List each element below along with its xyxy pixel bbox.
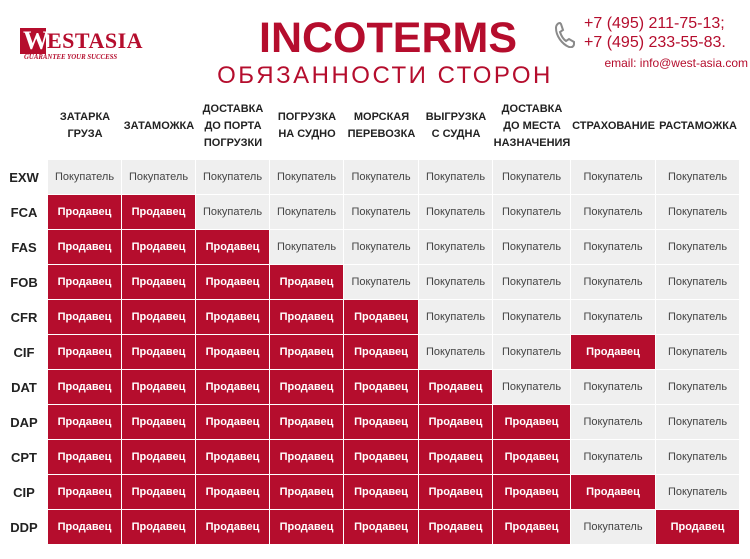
seller-cell: Продавец — [344, 510, 419, 545]
seller-cell: Продавец — [48, 405, 122, 440]
seller-cell: Продавец — [571, 335, 656, 370]
buyer-cell: Покупатель — [493, 195, 571, 230]
buyer-cell: Покупатель — [656, 265, 740, 300]
seller-cell: Продавец — [196, 300, 270, 335]
buyer-cell: Покупатель — [571, 160, 656, 195]
westasia-logo[interactable] — [20, 26, 152, 60]
seller-cell: Продавец — [122, 230, 196, 265]
term-label-cfr: CFR — [10, 310, 38, 325]
logo-tagline: GUARANTEE YOUR SUCCESS — [24, 54, 118, 61]
seller-cell: Продавец — [344, 405, 419, 440]
seller-cell: Продавец — [344, 475, 419, 510]
buyer-cell: Покупатель — [493, 300, 571, 335]
seller-cell: Продавец — [196, 230, 270, 265]
buyer-cell: Покупатель — [419, 160, 493, 195]
seller-cell: Продавец — [493, 405, 571, 440]
column-header: ВЫГРУЗКА С СУДНА — [425, 111, 487, 140]
seller-cell: Продавец — [344, 335, 419, 370]
buyer-cell: Покупатель — [571, 195, 656, 230]
seller-cell: Продавец — [419, 510, 493, 545]
logo-text: ESTASIA — [47, 28, 144, 53]
buyer-cell: Покупатель — [419, 195, 493, 230]
buyer-cell: Покупатель — [344, 195, 419, 230]
buyer-cell: Покупатель — [419, 230, 493, 265]
logo-mark — [20, 26, 49, 55]
term-label-dat: DAT — [11, 380, 37, 395]
seller-cell: Продавец — [270, 475, 344, 510]
buyer-cell: Покупатель — [571, 300, 656, 335]
seller-cell: Продавец — [196, 475, 270, 510]
seller-cell: Продавец — [122, 300, 196, 335]
seller-cell: Продавец — [344, 370, 419, 405]
seller-cell: Продавец — [122, 265, 196, 300]
seller-cell: Продавец — [419, 370, 493, 405]
seller-cell: Продавец — [122, 405, 196, 440]
seller-cell: Продавец — [122, 440, 196, 475]
buyer-cell: Покупатель — [419, 335, 493, 370]
column-header: ДОСТАВКА ДО МЕСТА НАЗНАЧЕНИЯ — [493, 102, 571, 149]
seller-cell: Продавец — [270, 405, 344, 440]
phone-numbers — [584, 14, 750, 52]
seller-cell: Продавец — [196, 370, 270, 405]
seller-cell: Продавец — [196, 265, 270, 300]
seller-cell: Продавец — [419, 405, 493, 440]
column-header: РАСТАМОЖКА — [659, 119, 737, 132]
seller-cell: Продавец — [196, 335, 270, 370]
seller-cell: Продавец — [122, 370, 196, 405]
seller-cell: Продавец — [122, 195, 196, 230]
seller-cell: Продавец — [48, 335, 122, 370]
term-label-fob: FOB — [10, 275, 38, 290]
term-label-cip: CIP — [13, 485, 35, 500]
seller-cell: Продавец — [656, 510, 740, 545]
buyer-cell: Покупатель — [571, 510, 656, 545]
seller-cell: Продавец — [571, 475, 656, 510]
seller-cell: Продавец — [48, 300, 122, 335]
buyer-cell: Покупатель — [571, 265, 656, 300]
seller-cell: Продавец — [196, 510, 270, 545]
phone-number-2[interactable]: +7 (495) 233-55-83. — [584, 34, 726, 51]
buyer-cell: Покупатель — [656, 160, 740, 195]
column-header: ПОГРУЗКА НА СУДНО — [277, 111, 337, 140]
seller-cell: Продавец — [122, 510, 196, 545]
seller-cell: Продавец — [48, 510, 122, 545]
buyer-cell: Покупатель — [493, 370, 571, 405]
phone-icon — [555, 22, 575, 48]
page-subtitle: ОБЯЗАННОСТИ СТОРОН — [217, 62, 553, 89]
buyer-cell: Покупатель — [571, 370, 656, 405]
buyer-cell: Покупатель — [344, 265, 419, 300]
buyer-cell: Покупатель — [122, 160, 196, 195]
logo-letter: W — [23, 26, 49, 55]
seller-cell: Продавец — [48, 195, 122, 230]
buyer-cell: Покупатель — [196, 195, 270, 230]
buyer-cell: Покупатель — [656, 405, 740, 440]
column-header: ЗАТАРКА ГРУЗА — [59, 111, 111, 140]
seller-cell: Продавец — [122, 475, 196, 510]
seller-cell: Продавец — [344, 300, 419, 335]
term-label-cif: CIF — [13, 345, 35, 360]
buyer-cell: Покупатель — [344, 160, 419, 195]
page-title: INCOTERMS — [259, 14, 517, 62]
term-label-ddp: DDP — [10, 520, 38, 535]
buyer-cell: Покупатель — [571, 440, 656, 475]
seller-cell: Продавец — [493, 475, 571, 510]
seller-cell: Продавец — [270, 335, 344, 370]
seller-cell: Продавец — [196, 405, 270, 440]
buyer-cell: Покупатель — [493, 335, 571, 370]
buyer-cell: Покупатель — [493, 230, 571, 265]
email-link[interactable]: email: info@west-asia.com — [604, 56, 748, 70]
term-label-fas: FAS — [11, 240, 37, 255]
buyer-cell: Покупатель — [656, 335, 740, 370]
seller-cell: Продавец — [270, 300, 344, 335]
buyer-cell: Покупатель — [493, 160, 571, 195]
seller-cell: Продавец — [122, 335, 196, 370]
seller-cell: Продавец — [196, 440, 270, 475]
buyer-cell: Покупатель — [270, 230, 344, 265]
seller-cell: Продавец — [493, 510, 571, 545]
seller-cell: Продавец — [419, 440, 493, 475]
column-header: ЗАТАМОЖКА — [123, 119, 195, 132]
phone-number-1[interactable]: +7 (495) 211-75-13; — [584, 15, 725, 32]
buyer-cell: Покупатель — [656, 300, 740, 335]
buyer-cell: Покупатель — [419, 265, 493, 300]
seller-cell: Продавец — [270, 440, 344, 475]
term-label-fca: FCA — [10, 205, 38, 220]
seller-cell: Продавец — [48, 475, 122, 510]
column-header: МОРСКАЯ ПЕРЕВОЗКА — [347, 111, 416, 140]
buyer-cell: Покупатель — [344, 230, 419, 265]
buyer-cell: Покупатель — [419, 300, 493, 335]
buyer-cell: Покупатель — [196, 160, 270, 195]
buyer-cell: Покупатель — [656, 370, 740, 405]
seller-cell: Продавец — [48, 230, 122, 265]
buyer-cell: Покупатель — [571, 230, 656, 265]
column-header: СТРАХОВАНИЕ — [572, 119, 655, 132]
buyer-cell: Покупатель — [656, 230, 740, 265]
seller-cell: Продавец — [48, 440, 122, 475]
seller-cell: Продавец — [419, 475, 493, 510]
buyer-cell: Покупатель — [656, 195, 740, 230]
seller-cell: Продавец — [270, 370, 344, 405]
buyer-cell: Покупатель — [656, 440, 740, 475]
buyer-cell: Покупатель — [493, 265, 571, 300]
term-label-exw: EXW — [9, 170, 39, 185]
term-label-cpt: CPT — [11, 450, 37, 465]
seller-cell: Продавец — [48, 370, 122, 405]
term-label-dap: DAP — [10, 415, 38, 430]
buyer-cell: Покупатель — [48, 160, 122, 195]
column-header: ДОСТАВКА ДО ПОРТА ПОГРУЗКИ — [202, 102, 264, 149]
seller-cell: Продавец — [270, 265, 344, 300]
buyer-cell: Покупатель — [656, 475, 740, 510]
buyer-cell: Покупатель — [571, 405, 656, 440]
seller-cell: Продавец — [344, 440, 419, 475]
seller-cell: Продавец — [48, 265, 122, 300]
seller-cell: Продавец — [270, 510, 344, 545]
seller-cell: Продавец — [493, 440, 571, 475]
buyer-cell: Покупатель — [270, 195, 344, 230]
buyer-cell: Покупатель — [270, 160, 344, 195]
header — [0, 0, 750, 92]
